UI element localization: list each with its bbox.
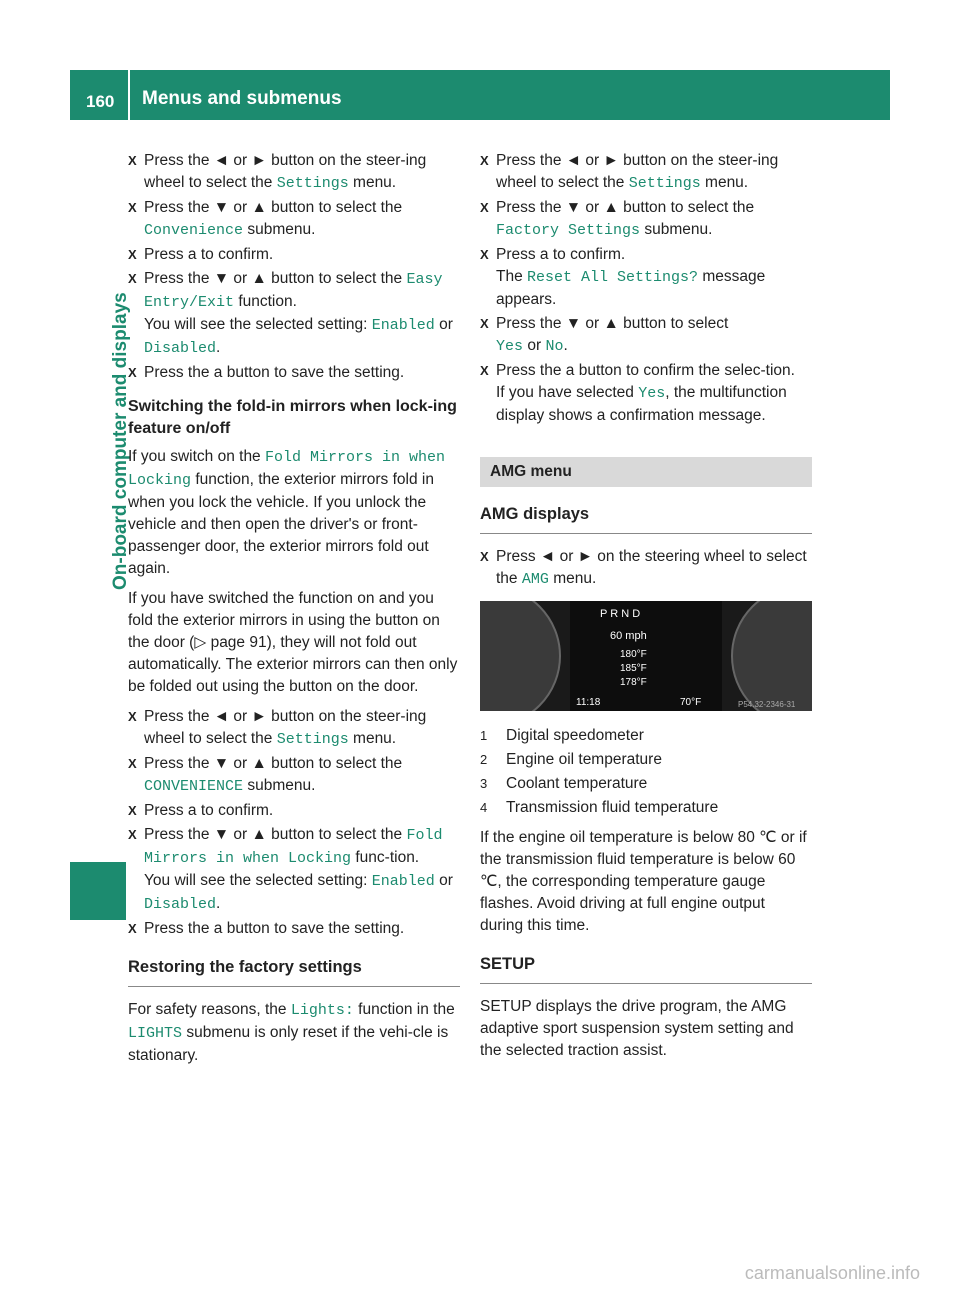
step: X Press the ▼ or ▲ button to select the Factory Settings submenu. bbox=[480, 197, 812, 242]
step: X Press the ▼ or ▲ button to select Yes or No. bbox=[480, 313, 812, 358]
coolant-temp-readout: 185°F bbox=[620, 663, 647, 674]
left-column bbox=[128, 150, 460, 1075]
step: X Press a to confirm. bbox=[128, 800, 460, 822]
step: X Press the a button to save the setting. bbox=[128, 362, 460, 384]
step: X Press the ▼ or ▲ button to select the CONVENIENCE submenu. bbox=[128, 753, 460, 798]
step: X Press a to confirm. The Reset All Settings? message appears. bbox=[480, 244, 812, 311]
legend-item: 3 Coolant temperature bbox=[480, 775, 648, 792]
paragraph: SETUP displays the drive program, the AMG adaptive sport suspension system setting and the selected traction assist. bbox=[480, 998, 794, 1059]
oil-temp-readout: 180°F bbox=[620, 649, 647, 660]
paragraph: For safety reasons, the Lights: function in the LIGHTS submenu is only reset if the vehi-cle is stationary. bbox=[128, 1001, 455, 1064]
legend bbox=[480, 725, 812, 819]
header-divider bbox=[128, 70, 130, 120]
step: X Press the ▼ or ▲ button to select the Easy Entry/Exit function. You will see the selected setting: Enabled or Disabled. bbox=[128, 268, 460, 360]
paragraph: If you switch on the Fold Mirrors in when Locking function, the exterior mirrors fold in when you lock the vehicle. If you unlock the vehicle and then open the driver's or front-passenger door, the exterior mirrors fold out again. bbox=[128, 448, 446, 577]
legend-item: 4 Transmission fluid temperature bbox=[480, 799, 719, 816]
step: X Press the a button to confirm the selec-tion. If you have selected Yes, the multifunction display shows a confirmation message. bbox=[480, 360, 812, 427]
transmission-temp-readout: 178°F bbox=[620, 677, 647, 688]
step: X Press the ◄ or ► button on the steer-ing wheel to select the Settings menu. bbox=[128, 150, 460, 195]
image-code: P54.32-2346-31 bbox=[738, 700, 796, 709]
amg-menu-heading: AMG menu bbox=[480, 457, 812, 487]
step: X Press the ▼ or ▲ button to select the Convenience submenu. bbox=[128, 197, 460, 242]
step: X Press the ◄ or ► button on the steer-ing wheel to select the Settings menu. bbox=[480, 150, 812, 195]
section-heading: SETUP bbox=[480, 953, 812, 984]
section-heading: AMG displays bbox=[480, 503, 812, 534]
amg-dashboard-image bbox=[480, 601, 812, 711]
gear-indicator: P R N D bbox=[600, 608, 641, 620]
speed-readout: 60 mph bbox=[610, 630, 647, 642]
paragraph: If you have switched the function on and you fold the exterior mirrors in using the button on the door (▷ page 91), they will not fold out automatically. The exterior mirrors can then only be folded out using the button on the door. bbox=[128, 590, 458, 695]
step: X Press ◄ or ► on the steering wheel to select the AMG menu. bbox=[480, 546, 812, 591]
page-number: 160 bbox=[86, 92, 115, 111]
paragraph: If the engine oil temperature is below 80 ℃ or if the transmission fluid temperature is below 60 ℃, the corresponding temperature gauge flashes. Avoid driving at full engine output during this time. bbox=[480, 829, 807, 934]
section-heading: Restoring the factory settings bbox=[128, 956, 460, 987]
page-title: Menus and submenus bbox=[142, 88, 342, 109]
section-heading: Switching the fold-in mirrors when lock-ing feature on/off bbox=[128, 398, 457, 437]
clock-readout: 11:18 bbox=[576, 697, 601, 708]
side-tab-block bbox=[70, 862, 126, 920]
legend-item: 2 Engine oil temperature bbox=[480, 751, 662, 768]
step: X Press a to confirm. bbox=[128, 244, 460, 266]
outside-temp-readout: 70°F bbox=[680, 697, 702, 708]
instrument-cluster-illustration bbox=[480, 601, 812, 711]
right-column bbox=[480, 150, 812, 1070]
side-chapter-label: On-board computer and displays bbox=[110, 292, 131, 590]
step: X Press the a button to save the setting. bbox=[128, 918, 460, 940]
step: X Press the ▼ or ▲ button to select the Fold Mirrors in when Locking func-tion. You will see the selected setting: Enabled or Disabled. bbox=[128, 824, 460, 916]
watermark: carmanualsonline.info bbox=[744, 1263, 920, 1283]
step: X Press the ◄ or ► button on the steer-ing wheel to select the Settings menu. bbox=[128, 706, 460, 751]
legend-item: 1 Digital speedometer bbox=[480, 727, 644, 744]
